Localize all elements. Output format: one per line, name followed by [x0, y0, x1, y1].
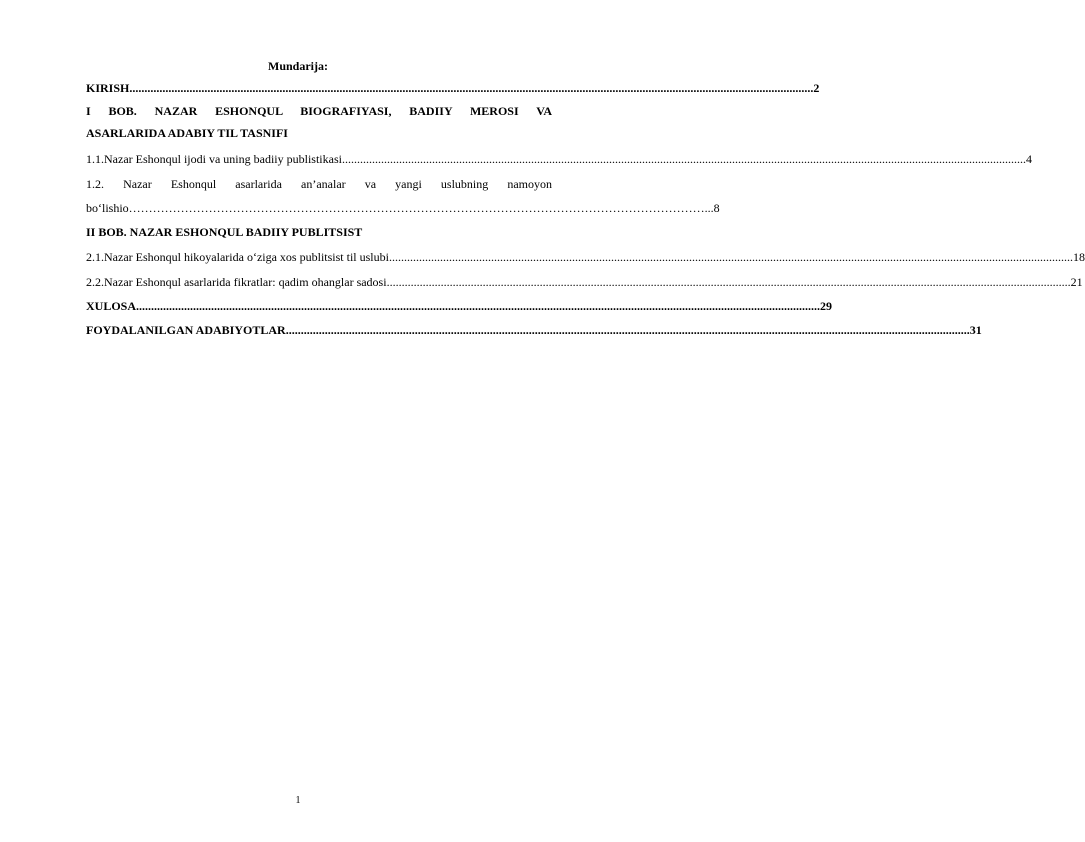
toc-leader: .................................................................................................................................................................................................................................... [129, 81, 814, 95]
toc-section-number: 2.2. [86, 275, 104, 289]
toc-entry-adabiyotlar[interactable] [86, 322, 982, 338]
toc-section-number: 1.1. [86, 152, 104, 166]
toc-entry-kirish[interactable] [86, 80, 820, 96]
toc-entry-1-2-line2[interactable] [86, 200, 720, 216]
toc-entry-title: ASARLARIDA ADABIY TIL TASNIFI [86, 126, 288, 140]
toc-page-number: 18 [1072, 250, 1085, 264]
toc-entry-1-2-line1[interactable] [86, 176, 552, 192]
toc-entry-title: Nazar Eshonqul asarlarida an’analar va yangi uslubning namoyon [123, 177, 553, 191]
toc-leader: .................................................................................................................................................................................................................................... [386, 275, 1071, 289]
toc-entry-title: II BOB. NAZAR ESHONQUL BADIIY PUBLITSIST [86, 225, 363, 239]
toc-entry-title: XULOSA [86, 299, 137, 313]
toc-leader: ……………………………………………………………………………………………………………………………… [128, 201, 705, 215]
toc-entry-title: Nazar Eshonqul hikoyalarida o‘ziga xos publitsist til uslubi [104, 250, 389, 264]
toc-entry-xulosa[interactable] [86, 298, 833, 314]
toc-chapter-1-line2[interactable] [86, 125, 288, 141]
toc-entry-2-2[interactable] [86, 274, 1083, 290]
toc-chapter-1-line1[interactable]: I BOB. NAZAR ESHONQUL BIOGRAFIYASI, BADIIY MEROSI VA [86, 104, 552, 118]
toc-leader: .................................................................................................................................................................................................................................... [136, 299, 821, 313]
toc-entry-title: Nazar Eshonqul ijodi va uning badiiy publistikasi [104, 152, 342, 166]
toc-entry-title-cont: bo‘lishio [86, 201, 129, 215]
toc-leader: .................................................................................................................................................................................................................................... [341, 152, 1026, 166]
toc-entry-2-1[interactable] [86, 249, 1085, 265]
toc-leader: .................................................................................................................................................................................................................................... [388, 250, 1073, 264]
toc-page-number: 29 [820, 299, 833, 313]
toc-entry-title: Nazar Eshonqul asarlarida fikratlar: qadim ohanglar sadosi [104, 275, 387, 289]
page-title: Mundarija: [268, 59, 328, 73]
toc-page-number: ...8 [704, 201, 720, 215]
page-number-footer: 1 [295, 795, 301, 806]
toc-page-number: 31 [969, 323, 982, 337]
toc-entry-1-1[interactable] [86, 151, 1032, 167]
toc-page-number: 2 [813, 81, 820, 95]
toc-section-number: 1.2. [86, 177, 104, 191]
toc-entry-title: KIRISH [86, 81, 130, 95]
toc-section-number: 2.1. [86, 250, 104, 264]
toc-chapter-2[interactable] [86, 224, 362, 240]
toc-entry-title: FOYDALANILGAN ADABIYOTLAR [86, 323, 286, 337]
toc-page-number: 21 [1070, 275, 1083, 289]
toc-leader: .................................................................................................................................................................................................................................... [285, 323, 970, 337]
toc-page-number: 4 [1025, 152, 1032, 166]
